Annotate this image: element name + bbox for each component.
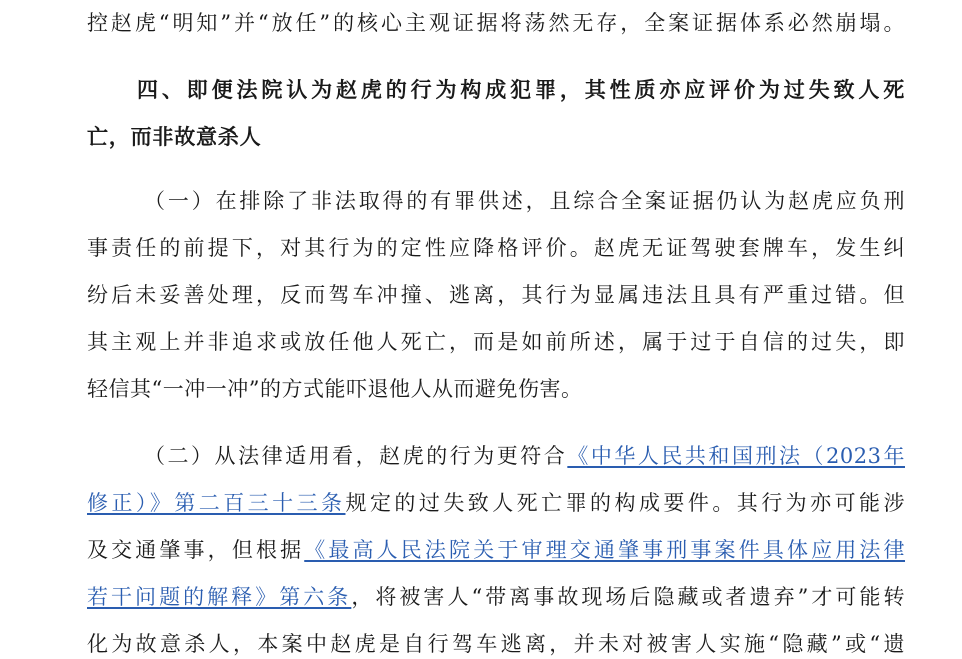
para1-line-4: 其主观上并非追求或放任他人死亡，而是如前所述，属于过于自信的过失，即: [87, 330, 905, 354]
para2-line-3: [87, 535, 905, 565]
para1-line-3: 纷后未妥善处理，反而驾车冲撞、逃离，其行为显属违法且具有严重过错。但: [87, 283, 905, 307]
para2-line-5: 化为故意杀人，本案中赵虎是自行驾车逃离，并未对被害人实施“隐藏”或“遗: [87, 632, 905, 656]
intro-line: 控赵虎“明知”并“放任”的核心主观证据将荡然无存，全案证据体系必然崩塌。: [87, 11, 905, 35]
para1-line-5: 轻信其“一冲一冲”的方式能吓退他人从而避免伤害。: [87, 377, 583, 401]
para2-line-2-text: 规定的过失致人死亡罪的构成要件。其行为亦可能涉: [345, 491, 905, 515]
para2-line-2: [87, 488, 905, 518]
judicial-interpretation-link[interactable]: 《最高人民法院关于审理交通肇事刑事案件具体应用法律: [304, 538, 906, 562]
para2-line-4: [87, 582, 905, 612]
section-heading-line-1: 四、即便法院认为赵虎的行为构成犯罪，其性质亦应评价为过失致人死: [137, 77, 905, 102]
judicial-interpretation-link-continued[interactable]: 若干问题的解释》第六条: [87, 585, 352, 609]
para2-line-1-text: （二）从法律适用看，赵虎的行为更符合: [144, 444, 568, 468]
para2-line-4-text: ，将被害人“带离事故现场后隐藏或者遗弃”才可能转: [351, 585, 905, 609]
para1-line-2: 事责任的前提下，对其行为的定性应降格评价。赵虎无证驾驶套牌车，发生纠: [87, 236, 905, 260]
criminal-law-link-continued[interactable]: 修正）》第二百三十三条: [87, 491, 346, 515]
para2-line-1: [144, 441, 905, 471]
para2-line-3-text: 及交通肇事，但根据: [87, 538, 305, 562]
criminal-law-link[interactable]: 《中华人民共和国刑法（2023年: [567, 444, 905, 468]
section-heading-line-2: 亡，而非故意杀人: [87, 124, 262, 149]
para1-line-1: （一）在排除了非法取得的有罪供述，且综合全案证据仍认为赵虎应负刑: [144, 189, 905, 213]
